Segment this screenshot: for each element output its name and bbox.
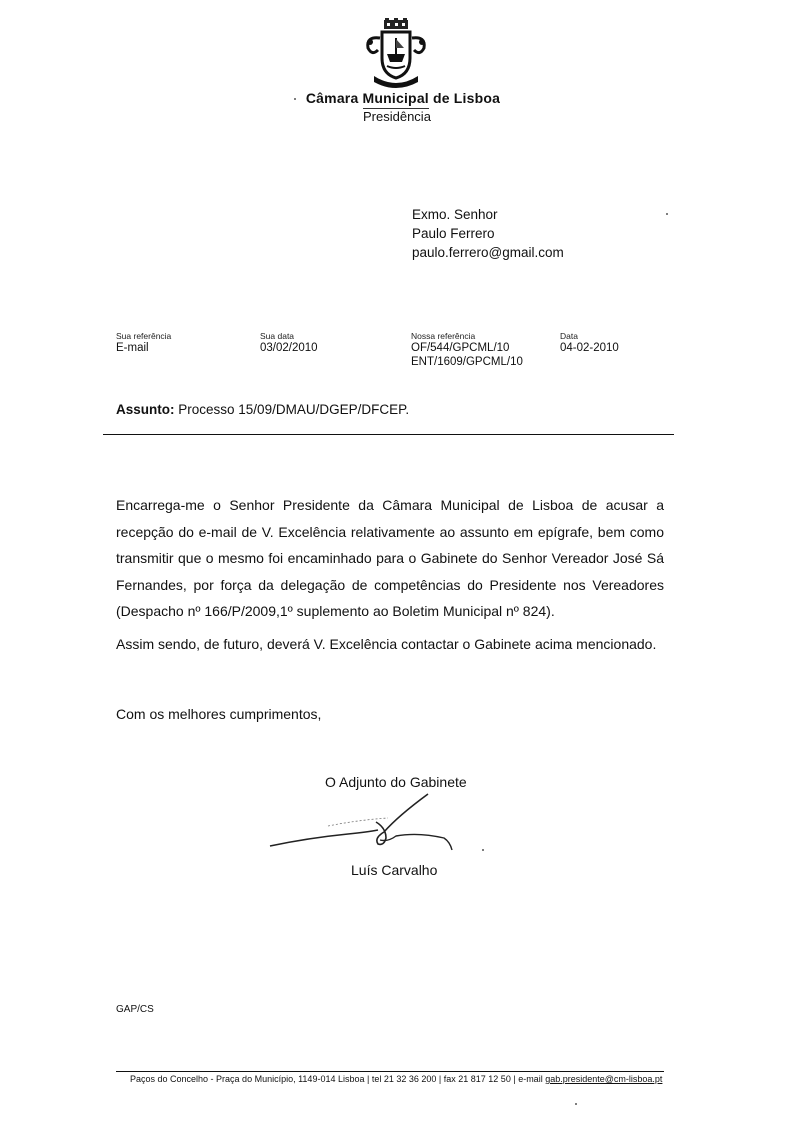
handwritten-signature-icon [268,790,468,860]
footer-contact: Paços do Concelho - Praça do Município, 1149-014 Lisboa | tel 21 32 36 200 | fax 21 817 12 50 | e-mail gab.presidente@cm-lisboa.pt [130,1074,663,1084]
scan-speck [482,849,484,851]
subject-text: Processo 15/09/DMAU/DGEP/DFCEP. [178,402,410,417]
closing-line: Com os melhores cumprimentos, [116,706,322,722]
reference-your-date: Sua data 03/02/2010 [260,331,318,354]
signatory-name: Luís Carvalho [351,862,438,878]
reference-our-ref: Nossa referência OF/544/GPCML/10 ENT/1609/GPCML/10 [411,331,523,368]
lisbon-coat-of-arms-icon [360,18,432,88]
footer-email-link[interactable]: gab.presidente@cm-lisboa.pt [545,1074,663,1084]
footer-fax: fax 21 817 12 50 [443,1074,511,1084]
recipient-address [412,205,564,262]
footer-email-label: e-mail [518,1074,543,1084]
document-initials: GAP/CS [116,1004,154,1015]
footer-divider [116,1071,664,1072]
recipient-email: paulo.ferrero@gmail.com [412,245,564,260]
recipient-salutation: Exmo. Senhor [412,207,498,222]
footer-address: Paços do Concelho - Praça do Município, 1149-014 Lisboa [130,1074,365,1084]
scan-speck [666,213,668,215]
subject-label: Assunto: [116,402,175,417]
recipient-name: Paulo Ferrero [412,226,495,241]
scan-speck [575,1103,577,1105]
reference-date: Data 04-02-2010 [560,331,619,354]
body-paragraph-2: Assim sendo, de futuro, deverá V. Excelência contactar o Gabinete acima mencionado. [116,635,657,652]
footer-tel: tel 21 32 36 200 [371,1074,437,1084]
subject-divider [103,434,674,435]
department-name: Presidência [363,109,431,124]
reference-your-ref: Sua referência E-mail [116,331,172,354]
signatory-role: O Adjunto do Gabinete [325,774,467,790]
letter-body [116,492,664,657]
subject-line [116,402,409,417]
body-paragraph-1: Encarrega-me o Senhor Presidente da Câmara Municipal de Lisboa de acusar a recepção do e-mail de V. Excelência relativamente ao assunto em epígrafe, bem como transmitir que o mesmo foi encaminhado para o Gabinete do Senhor Vereador José Sá Fernandes, por força da delegação de competências do Presidente nos Vereadores (Despacho nº 166/P/2009,1º suplemento ao Boletim Municipal nº 824). [116,497,664,619]
organization-name: Câmara Municipal de Lisboa [0,90,794,106]
